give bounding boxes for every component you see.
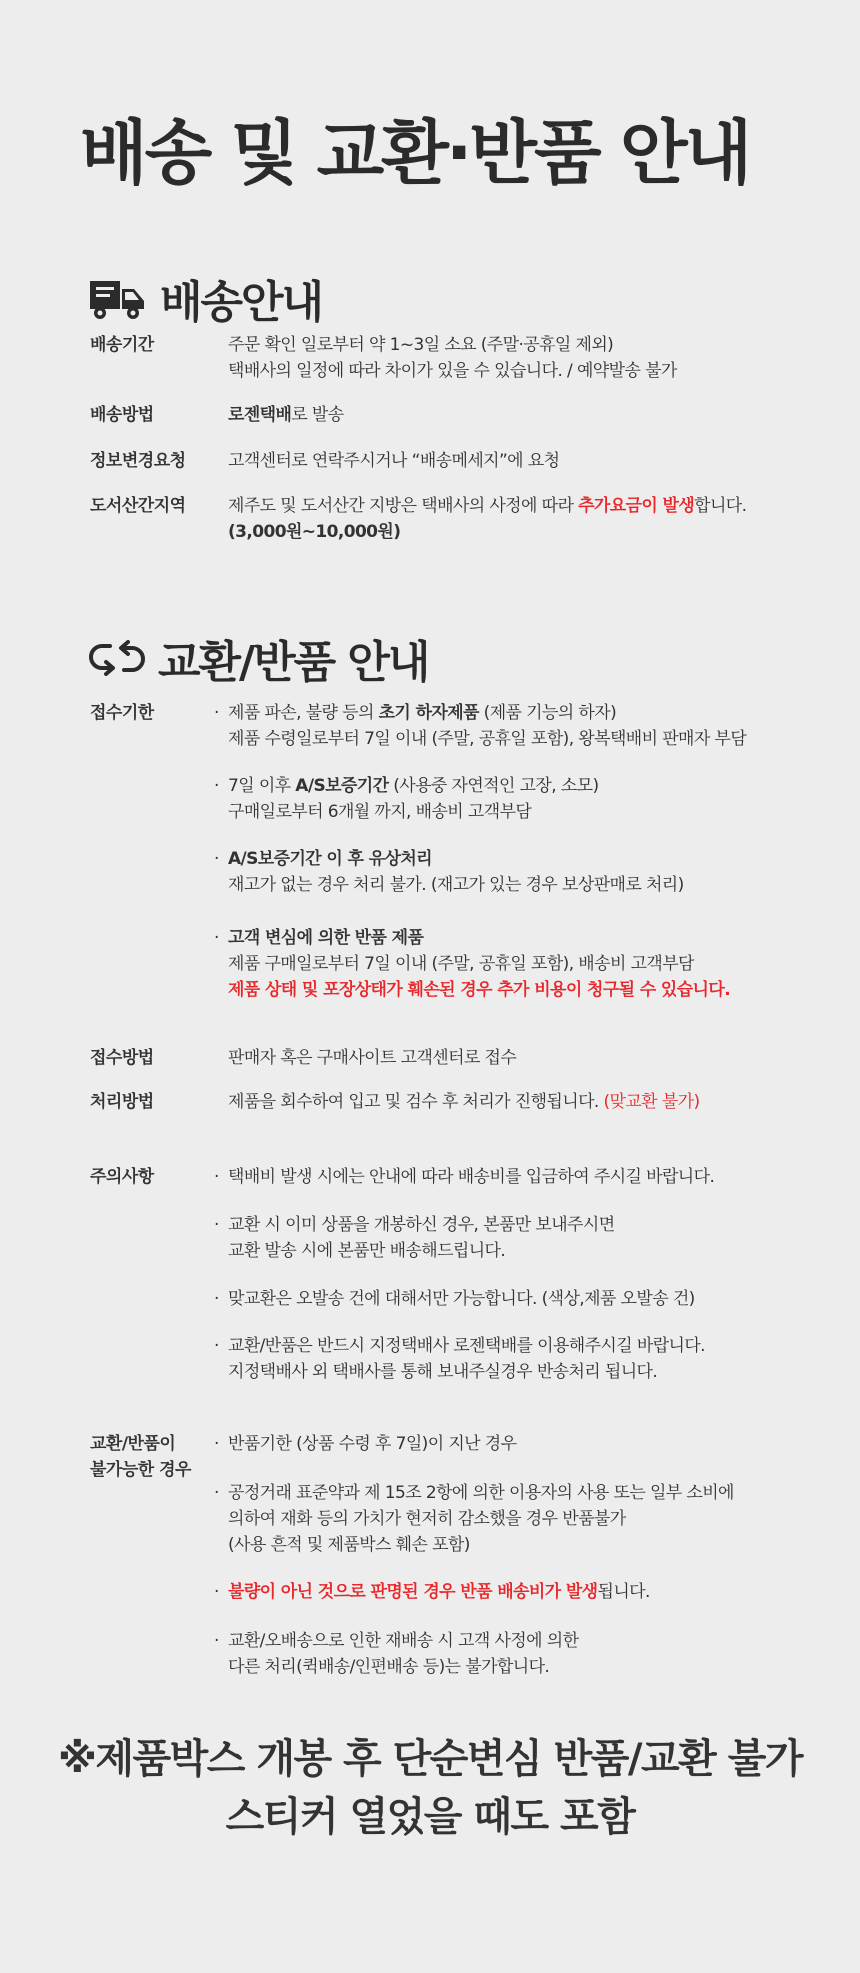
bottom-notice-line2: 스티커 열었을 때도 포함: [225, 1794, 635, 1840]
intake-method-value: 판매자 혹은 구매사이트 고객센터로 접수: [228, 1048, 517, 1068]
process-method-value: 제품을 회수하여 입고 및 검수 후 처리가 진행됩니다. (맞교환 불가): [228, 1092, 700, 1112]
not-possible-label: 교환/반품이 불가능한 경우: [90, 1434, 191, 1480]
exchange-heading-text: 교환/반품 안내: [158, 637, 429, 688]
shipping-heading: [88, 266, 322, 330]
process-method-label: 처리방법: [90, 1092, 154, 1112]
bottom-notice-line1: ※제품박스 개봉 후 단순변심 반품/교환 불가: [57, 1736, 802, 1782]
shipping-period-value: 주문 확인 일로부터 약 1~3일 소요 (주말·공휴일 제외) 택배사의 일정에 따라 차이가 있을 수 있습니다. / 예약발송 불가: [228, 335, 677, 381]
delivery-truck-icon: [88, 275, 148, 321]
intake-method-label: 접수방법: [90, 1048, 154, 1068]
bottom-notice: [0, 1730, 860, 1846]
page-title: 배송 및 교환·반품 안내: [80, 112, 750, 194]
shipping-method-value: 로젠택배로 발송: [228, 405, 344, 425]
caution-label: 주의사항: [90, 1167, 154, 1187]
remote-area-label: 도서산간지역: [90, 496, 186, 516]
remote-area-value: 제주도 및 도서산간 지방은 택배사의 사정에 따라 추가요금이 발생합니다. (3,000원~10,000원): [228, 496, 747, 542]
info-change-label: 정보변경요청: [90, 451, 186, 471]
exchange-arrows-icon: [88, 640, 146, 676]
exchange-heading: [88, 626, 428, 690]
shipping-method-label: 배송방법: [90, 405, 154, 425]
shipping-period-label: 배송기간: [90, 335, 154, 355]
info-change-value: 고객센터로 연락주시거나 “배송메세지”에 요청: [228, 451, 560, 471]
shipping-heading-text: 배송안내: [160, 277, 323, 328]
intake-deadline-label: 접수기한: [90, 703, 154, 723]
